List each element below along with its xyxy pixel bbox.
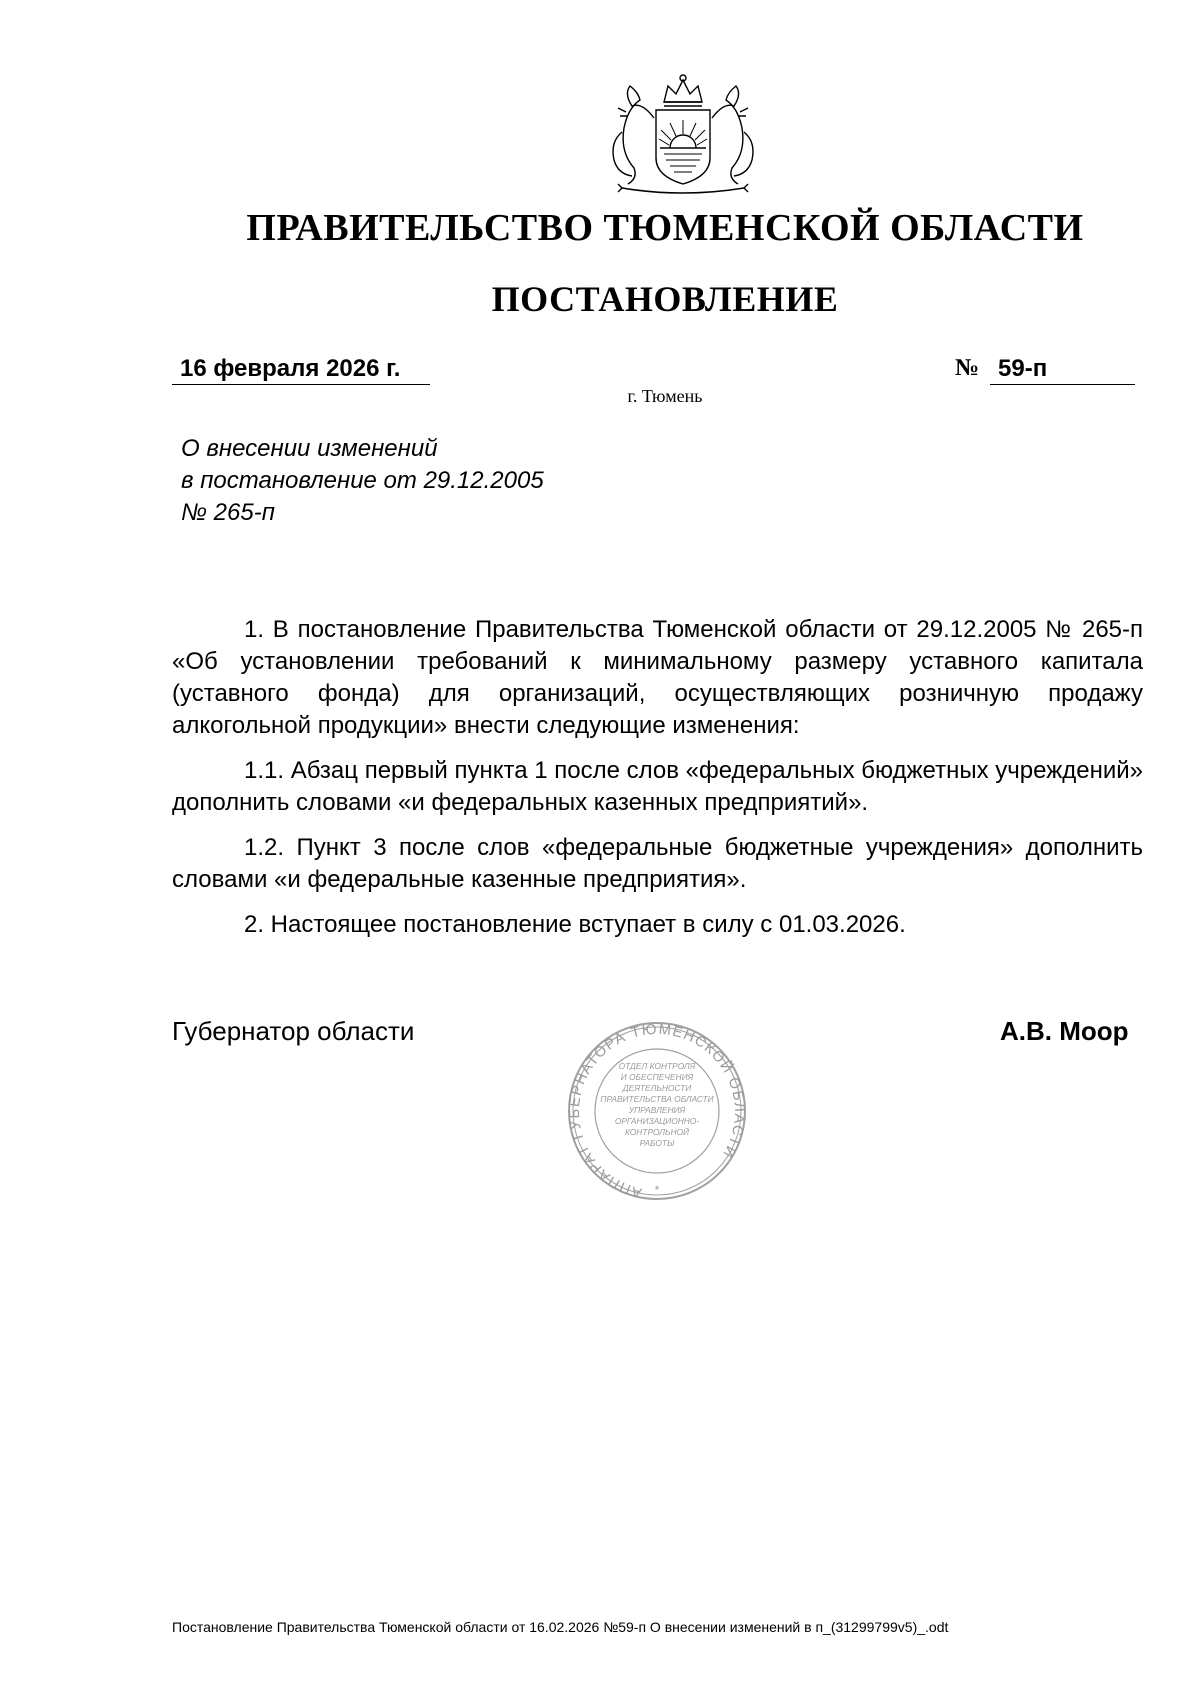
body-paragraph: 2. Настоящее постановление вступает в силу с 01.03.2026. [244,911,906,938]
official-stamp [565,1018,749,1204]
document-type-heading: ПОСТАНОВЛЕНИЕ [491,279,839,319]
stamp-inner-line: УПРАВЛЕНИЯ [628,1105,686,1115]
stamp-inner-line: КОНТРОЛЬНОЙ [624,1127,690,1137]
signatory-name: А.В. Моор [1000,1016,1129,1046]
stamp-inner-line: ОТДЕЛ КОНТРОЛЯ [618,1061,696,1071]
document-subject [181,433,544,529]
date-field [172,355,430,385]
stamp-inner-line: И ОБЕСПЕЧЕНИЯ [620,1072,694,1082]
stamp-inner-line: ДЕЯТЕЛЬНОСТИ [622,1083,692,1093]
city-label: г. Тюмень [627,386,703,406]
number-field [990,355,1135,385]
footer-filename: Постановление Правительства Тюменской области от 16.02.2026 №59-п О внесении изменений в п_(31299799v5)_.odt [172,1619,949,1635]
organization-title: ПРАВИТЕЛЬСТВО ТЮМЕНСКОЙ ОБЛАСТИ [246,207,1084,249]
number-sign: № [955,355,980,381]
body-paragraph: 1.2. Пункт 3 после слов «федеральные бюджетные учреждения» дополнить словами «и федеральные казенные предприятия». [172,834,1143,893]
stamp-inner-line: РАБОТЫ [639,1138,675,1148]
svg-text:*: * [654,1183,660,1197]
document-body [172,614,1143,954]
coat-of-arms-emblem [598,72,768,197]
stamp-inner-line: ПРАВИТЕЛЬСТВА ОБЛАСТИ [600,1094,714,1104]
document-date: 16 февраля 2026 г. [180,355,401,382]
stamp-inner-line: ОРГАНИЗАЦИОННО- [614,1116,700,1126]
subject-line: в постановление от 29.12.2005 [181,467,544,494]
body-paragraph: 1.1. Абзац первый пункта 1 после слов «федеральных бюджетных учреждений» дополнить словами «и федеральных казенных предприятий». [172,757,1144,816]
signatory-position: Губернатор области [172,1016,415,1046]
stamp-outer-arc: АППАРАТ ГУБЕРНАТОРА ТЮМЕНСКОЙ ОБЛАСТИ [566,1021,748,1201]
body-paragraph: 1. В постановление Правительства Тюменской области от 29.12.2005 № 265-п «Об установлении требований к минимальному размеру уставного капитала (уставного фонда) для организаций, осуществляющих розничную продажу алкогольной продукции» внести следующие изменения: [172,616,1143,739]
subject-line: О внесении изменений [181,435,438,462]
subject-line: № 265-п [181,499,275,526]
document-number: 59-п [998,355,1048,382]
